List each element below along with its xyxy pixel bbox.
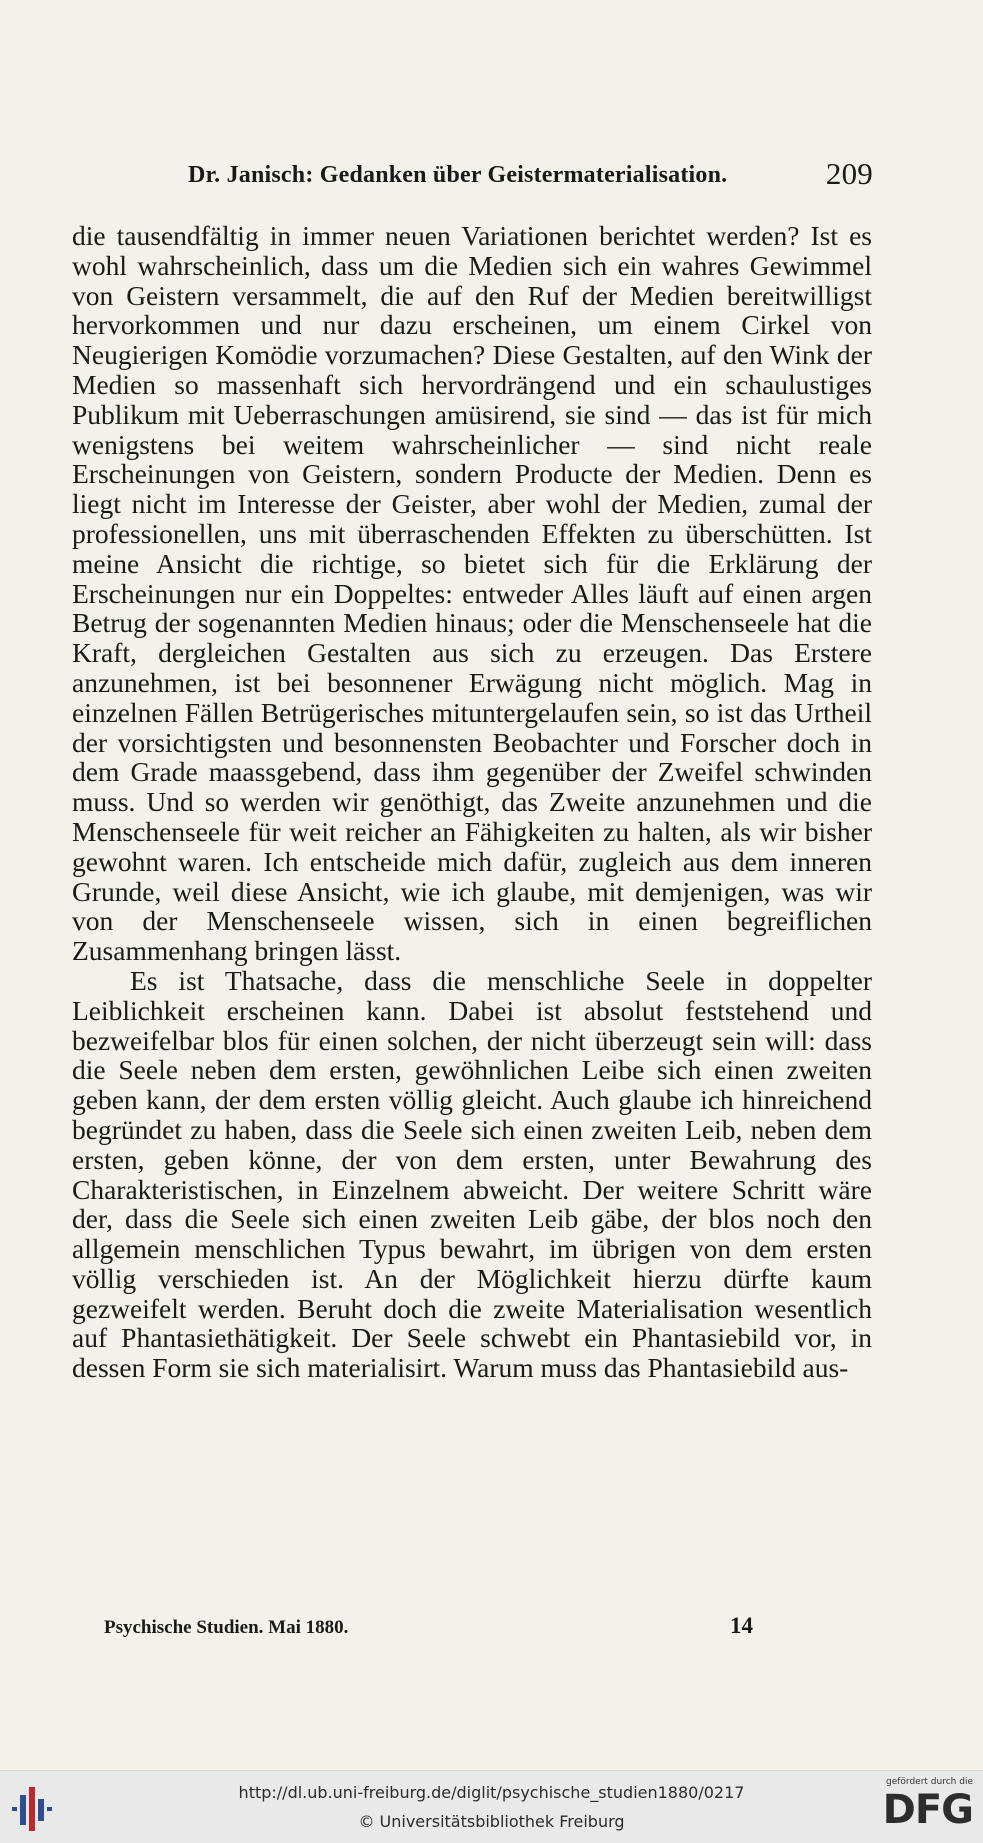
copyright-notice: © Universitätsbibliothek Freiburg [358,1812,625,1831]
running-title: Dr. Janisch: Gedanken über Geistermaterialisation. [188,162,728,188]
journal-line: Psychische Studien. Mai 1880. [104,1617,349,1638]
body-text [72,221,872,1383]
viewer-footer-bar [0,1770,983,1843]
page-footer [104,1613,764,1643]
page-number: 209 [825,156,873,191]
dfg-logo-icon: DFG [882,1787,973,1833]
paragraph: die tausendfältig in immer neuen Variationen berichtet werden? Ist es wohl wahrscheinlich, dass um die Medien sich ein wahres Gewimmel von Geistern versammelt, die auf den Ruf der Medien bereitwilligst hervorkommen und nur dazu erscheinen, um einem Cirkel von Neugierigen Komödie vorzumachen? Diese Gestalten, auf den Wink der Medien so massenhaft sich hervordrängend und ein schaulustiges Publikum mit Ueberraschungen amüsirend, sie sind — das ist für mich wenigstens bei weitem wahrscheinlicher — sind nicht reale Erscheinungen von Geistern, sondern Producte der Medien. Denn es liegt nicht im Interesse der Geister, aber wohl der Medien, zumal der professionellen, uns mit überraschenden Effekten zu überschütten. Ist meine Ansicht die richtige, so bietet sich für die Erklärung der Erscheinungen nur ein Doppeltes: entweder Alles läuft auf einen argen Betrug der sogenannten Medien hinaus; oder die Menschenseele hat die Kraft, dergleichen Gestalten aus sich zu erzeugen. Das Erstere anzunehmen, ist bei besonnener Erwägung nicht möglich. Mag in einzelnen Fällen Betrügerisches mituntergelaufen sein, so ist das Urtheil der vorsichtigsten und besonnensten Beobachter und Forscher doch in dem Grade maassgebend, dass ihm gegenüber der Zweifel schwinden muss. Und so werden wir genöthigt, das Zweite anzunehmen und die Menschenseele für weit reicher an Fähigkeiten zu halten, als wir bisher gewohnt waren. Ich entscheide mich dafür, zugleich aus dem inneren Grunde, weil diese Ansicht, wie ich glaube, mit demjenigen, was wir von der Menschenseele wissen, sich in einen begreiflichen Zusammenhang bringen lässt. [72,220,872,967]
dfg-logo [882,1777,973,1837]
running-header [188,156,873,200]
paragraph: Es ist Thatsache, dass die menschliche Seele in doppelter Leiblichkeit erscheinen kann. Dabei ist absolut feststehend und bezweifelbar blos für einen solchen, der nicht überzeugt sein will: dass die Seele neben dem ersten, gewöhnlichen Leibe sich einen zweiten geben kann, der dem ersten völlig gleicht. Auch glaube ich hinreichend begründet zu haben, dass die Seele sich einen zweiten Leib, neben dem ersten, geben könne, der von dem ersten, unter Bewahrung des Charakteristischen, in Einzelnem abweicht. Der weitere Schritt wäre der, dass die Seele sich einen zweiten Leib gäbe, der blos noch den allgemein menschlichen Typus bewahrt, im übrigen von dem ersten völlig verschieden ist. An der Möglichkeit hierzu dürfte kaum gezweifelt werden. Beruht doch die zweite Materialisation wesentlich auf Phantasiethätigkeit. Der Seele schwebt ein Phantasiebild vor, in dessen Form sie sich materialisirt. Warum muss das Phantasiebild aus- [72,964,872,1384]
funder-caption: gefördert durch die [886,1777,973,1787]
signature-number: 14 [730,1613,753,1638]
source-url-link[interactable]: http://dl.ub.uni-freiburg.de/diglit/psychische_studien1880/0217 [238,1783,745,1802]
